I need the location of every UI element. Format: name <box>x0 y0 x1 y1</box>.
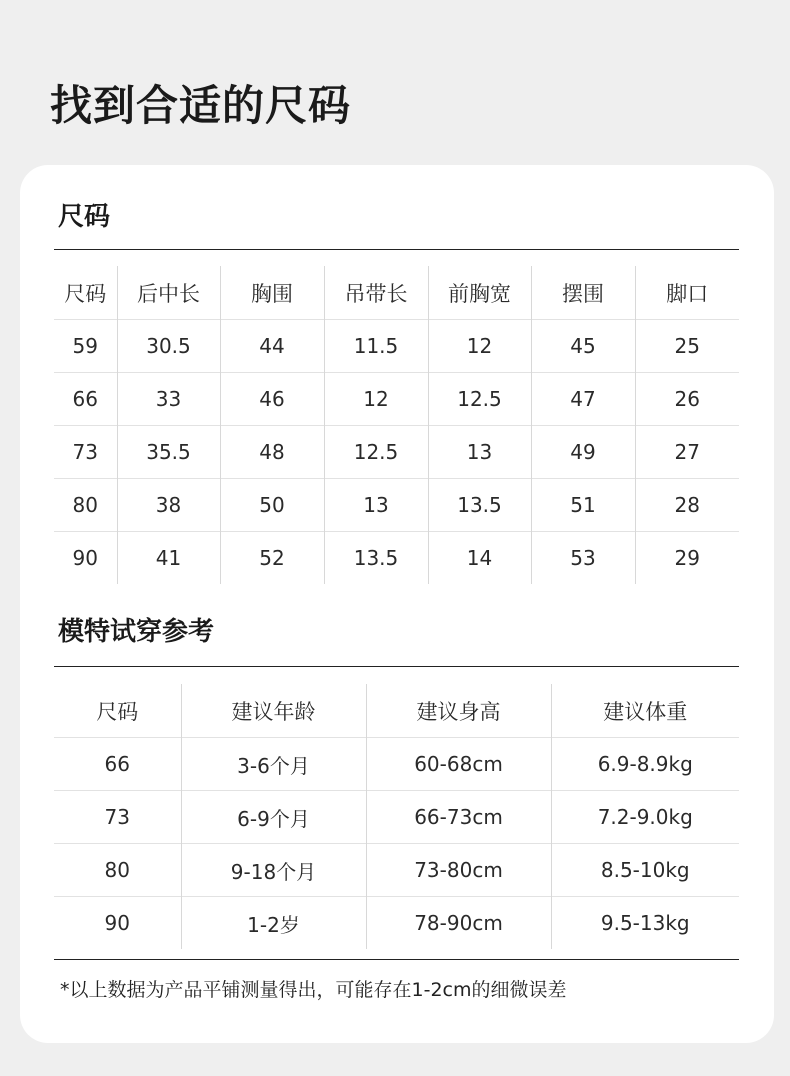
table-cell: 28 <box>635 479 739 532</box>
size-guide-card <box>20 165 774 1043</box>
table-cell: 11.5 <box>324 320 428 373</box>
size-section-divider <box>54 249 739 250</box>
table-cell: 7.2-9.0kg <box>551 791 739 844</box>
table-cell: 26 <box>635 373 739 426</box>
table-cell: 25 <box>635 320 739 373</box>
table-cell: 6-9个月 <box>181 791 366 844</box>
table-cell: 12.5 <box>324 426 428 479</box>
size-table-header: 前胸宽 <box>428 266 531 320</box>
table-cell: 14 <box>428 532 531 585</box>
table-cell: 12 <box>324 373 428 426</box>
table-cell: 13.5 <box>324 532 428 585</box>
table-cell: 66 <box>54 738 181 791</box>
model-table-header-row <box>54 684 739 738</box>
table-cell: 46 <box>220 373 324 426</box>
size-table <box>54 266 739 584</box>
table-cell: 9-18个月 <box>181 844 366 897</box>
table-cell: 66-73cm <box>366 791 551 844</box>
table-cell: 47 <box>531 373 635 426</box>
size-table-header: 尺码 <box>64 281 107 306</box>
table-cell: 53 <box>531 532 635 585</box>
table-cell: 44 <box>220 320 324 373</box>
table-cell: 27 <box>635 426 739 479</box>
table-cell: 30.5 <box>117 320 220 373</box>
footnote: *以上数据为产品平铺测量得出，可能存在1-2cm的细微误差 <box>60 979 567 1001</box>
table-cell: 73-80cm <box>366 844 551 897</box>
table-cell: 60-68cm <box>366 738 551 791</box>
size-section-title: 尺码 <box>58 202 111 232</box>
table-cell: 59 <box>54 320 117 373</box>
model-section-title: 模特试穿参考 <box>58 617 215 647</box>
footnote-divider <box>54 959 739 960</box>
table-cell: 73 <box>54 426 117 479</box>
size-table-header: 后中长 <box>117 266 220 320</box>
table-cell: 29 <box>635 532 739 585</box>
table-cell: 8.5-10kg <box>551 844 739 897</box>
size-table-header: 吊带长 <box>324 266 428 320</box>
table-cell: 12.5 <box>428 373 531 426</box>
model-section-divider <box>54 666 739 667</box>
table-cell: 35.5 <box>117 426 220 479</box>
size-table-header-row <box>54 266 739 320</box>
table-cell: 50 <box>220 479 324 532</box>
table-cell: 9.5-13kg <box>551 897 739 950</box>
table-cell: 38 <box>117 479 220 532</box>
table-cell: 3-6个月 <box>181 738 366 791</box>
table-row <box>54 844 739 897</box>
model-table-header: 尺码 <box>96 699 139 724</box>
table-row <box>54 426 739 479</box>
table-cell: 12 <box>428 320 531 373</box>
table-cell: 66 <box>54 373 117 426</box>
page-title: 找到合适的尺码 <box>50 81 352 130</box>
table-cell: 73 <box>54 791 181 844</box>
table-cell: 33 <box>117 373 220 426</box>
table-cell: 80 <box>54 844 181 897</box>
table-cell: 13 <box>324 479 428 532</box>
table-row <box>54 479 739 532</box>
table-cell: 13 <box>428 426 531 479</box>
table-cell: 41 <box>117 532 220 585</box>
table-cell: 90 <box>54 532 117 585</box>
table-cell: 49 <box>531 426 635 479</box>
table-cell: 1-2岁 <box>181 897 366 950</box>
table-cell: 52 <box>220 532 324 585</box>
table-cell: 80 <box>54 479 117 532</box>
table-row <box>54 373 739 426</box>
table-cell: 90 <box>54 897 181 950</box>
table-row <box>54 532 739 585</box>
table-cell: 51 <box>531 479 635 532</box>
table-row <box>54 897 739 950</box>
table-row <box>54 738 739 791</box>
table-row <box>54 320 739 373</box>
size-table-header: 摆围 <box>531 266 635 320</box>
model-fit-table <box>54 684 739 949</box>
table-cell: 6.9-8.9kg <box>551 738 739 791</box>
table-cell: 78-90cm <box>366 897 551 950</box>
size-table-header: 脚口 <box>635 266 739 320</box>
table-row <box>54 791 739 844</box>
size-table-header: 胸围 <box>220 266 324 320</box>
table-cell: 13.5 <box>428 479 531 532</box>
model-table-header: 建议体重 <box>551 684 739 738</box>
model-table-header: 建议身高 <box>366 684 551 738</box>
model-table-header: 建议年龄 <box>181 684 366 738</box>
table-cell: 45 <box>531 320 635 373</box>
table-cell: 48 <box>220 426 324 479</box>
